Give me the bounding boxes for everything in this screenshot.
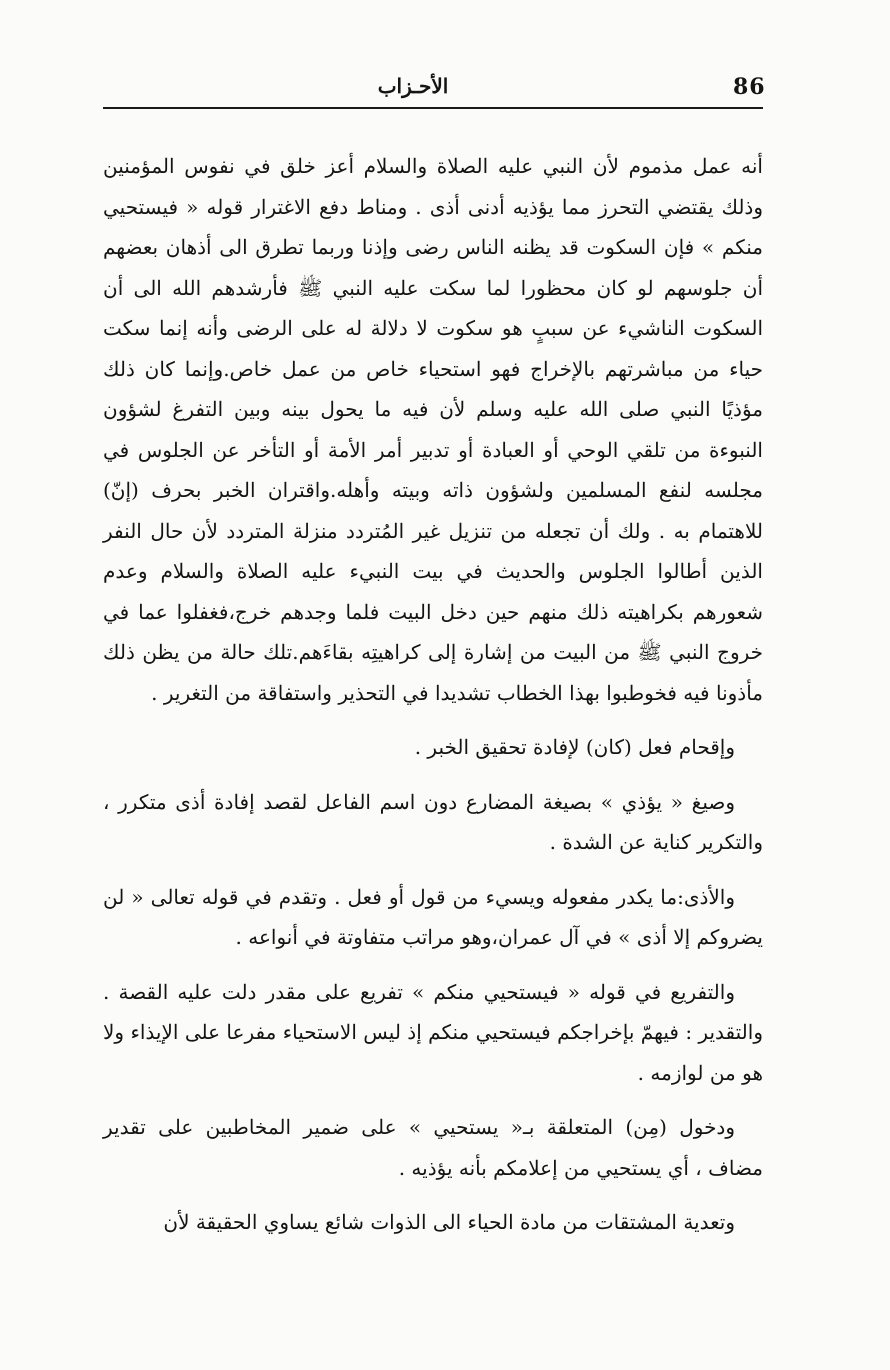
paragraph: وإقحام فعل (كان) لإفادة تحقيق الخبر . bbox=[414, 735, 735, 759]
paragraph: أنه عمل مذموم لأن النبي عليه الصلاة والسلام أعز خلق في نفوس المؤمنين وذلك يقتضي التحرز مما يؤذيه أدنى أذى . ومناط دفع الاغترار قوله « فيستحيي منكم » فإن السكوت قد يظنه الناس رضى وإذنا وربما تطرق الى أذهان بعضهم أن جلوسهم لو كان محظورا لما سكت عليه النبي ﷺ فأرشدهم الله الى أن السكوت الناشيء عن سببٍ هو سكوت لا دلالة له على الرضى وأنه إنما سكت حياء من مباشرتهم بالإخراج فهو استحياء خاص من عمل خاص.وإنما كان ذلك مؤذيًا النبي صلى الله عليه وسلم لأن فيه ما يحول بينه وبين التفرغ لشؤون النبوءة من تلقي الوحي أو العبادة أو تدبير أمر الأمة أو التأخر عن الجلوس في مجلسه لنفع المسلمين ولشؤون ذاته وبيته وأهله.واقتران الخبر بحرف (إنّ) للاهتمام به . ولك أن تجعله من تنزيل غير المُتردد منزلة المتردد لأن حال النفر الذين أطالوا الجلوس والحديث في بيت النبيء عليه الصلاة والسلام وعدم شعورهم بكراهيته ذلك منهم حين دخل البيت فلما وجدهم خرج،فغفلوا عما في خروج النبي ﷺ من البيت من إشارة إلى كراهيتِه بقاءَهم.تلك حالة من يظن ذلك مأذونا فيه فخوطبوا بهذا الخطاب تشديدا في التحذير واستفاقة من التغرير . bbox=[103, 154, 763, 705]
header-divider bbox=[103, 107, 763, 109]
paragraph: والتفريع في قوله « فيستحيي منكم » تفريع على مقدر دلت عليه القصة . والتقدير : فيهمّ بإخراجكم فيستحيي منكم إذ ليس الاستحياء مفرعا على الإيذاء ولا هو من لوازمه . bbox=[103, 979, 763, 1085]
page-header bbox=[103, 64, 766, 104]
paragraph: وصيغ « يؤذي » بصيغة المضارع دون اسم الفاعل لقصد إفادة أذى متكرر ، والتكرير كناية عن الشدة . bbox=[103, 789, 763, 854]
paragraph: والأذى:ما يكدر مفعوله ويسيء من قول أو فعل . وتقدم في قوله تعالى « لن يضروكم إلا أذى » في آل عمران،وهو مراتب متفاوتة في أنواعه . bbox=[103, 884, 763, 949]
page-body bbox=[103, 146, 763, 1243]
paragraph: ودخول (مِن) المتعلقة بـ« يستحيي » على ضمير المخاطبين على تقدير مضاف ، أي يستحيي من إعلامكم بأنه يؤذيه . bbox=[103, 1115, 763, 1180]
paragraph: وتعدية المشتقات من مادة الحياء الى الذوات شائع يساوي الحقيقة لأن bbox=[163, 1210, 735, 1234]
running-title: الأحـزاب bbox=[377, 74, 449, 98]
page-number: 86 bbox=[733, 74, 766, 100]
